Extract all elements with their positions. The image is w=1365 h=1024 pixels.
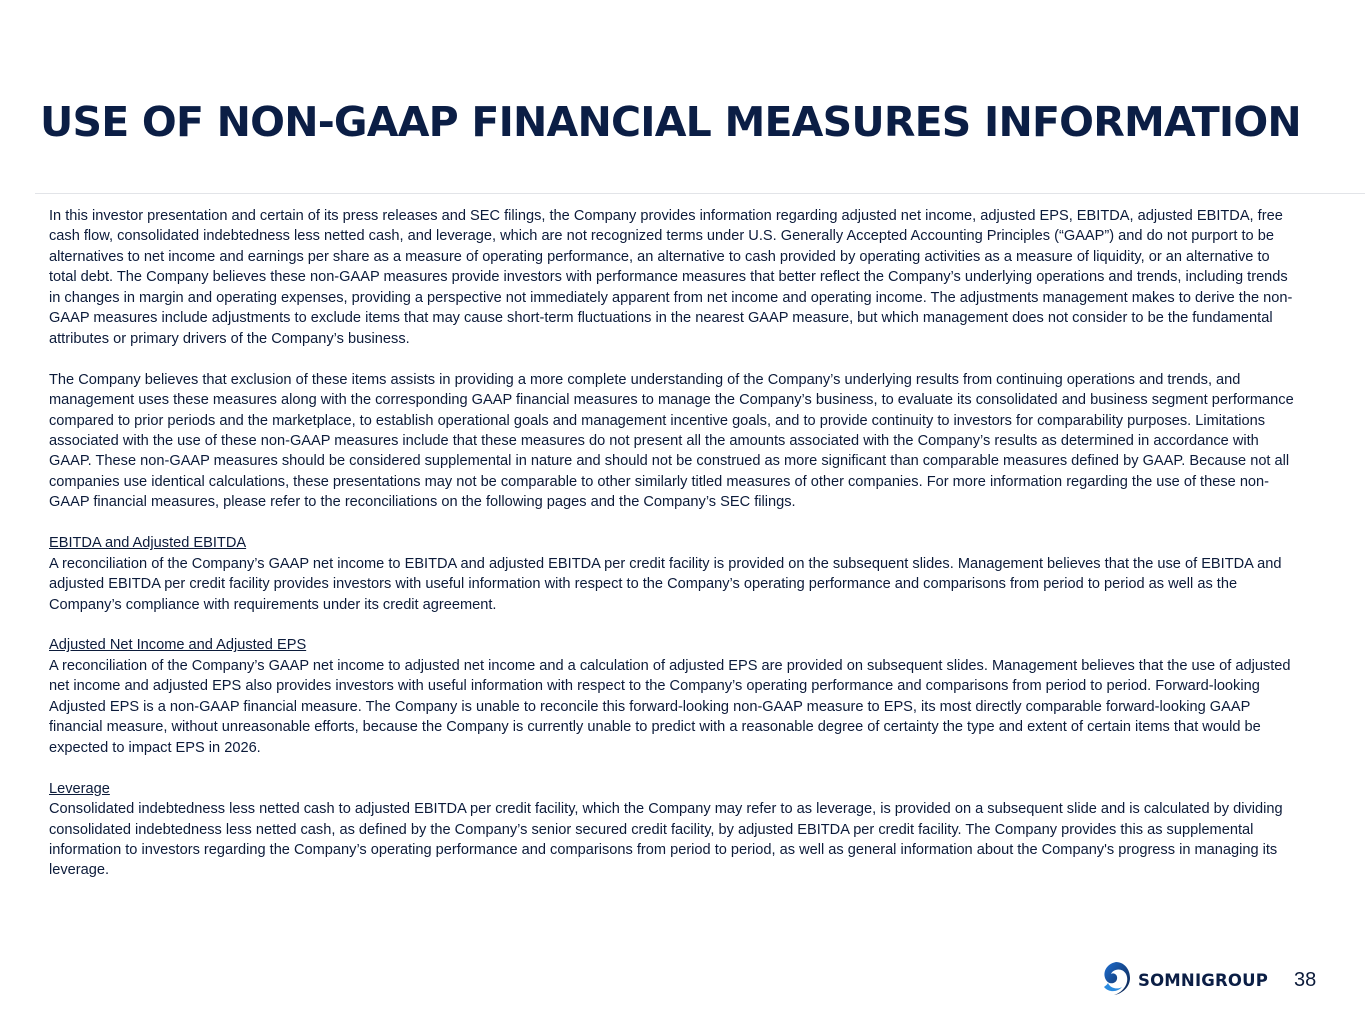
section-text-adjusted-net-income: A reconciliation of the Company’s GAAP net income to adjusted net income and a calculation of adjusted EPS are provided on subsequent slides. Management believes that the use of adjusted net income and adjusted EPS also provides investors with useful information with respect to the Company’s operating performance and comparisons from period to period. Forward-looking Adjusted EPS is a non-GAAP financial measure. The Company is unable to reconcile this forward-looking non-GAAP measure to EPS, its most directly comparable forward-looking GAAP financial measure, without unreasonable efforts, because the Company is currently unable to predict with a reasonable degree of certainty the type and extent of certain items that would be expected to impact EPS in 2026. (49, 657, 1291, 756)
body-content (49, 206, 1299, 901)
intro-paragraph: In this investor presentation and certain of its press releases and SEC filings, the Company provides information regarding adjusted net income, adjusted EPS, EBITDA, adjusted EBITDA, free cash flow, consolidated indebtedness less netted cash, and leverage, which are not recognized terms under U.S. Generally Accepted Accounting Principles (“GAAP”) and do not purport to be alternatives to net income and earnings per share as a measure of operating performance, an alternative to cash provided by operating activities as a measure of liquidity, or an alternative to total debt. The Company believes these non-GAAP measures provide investors with performance measures that better reflect the Company’s underlying operations and trends, including trends in changes in margin and operating expenses, providing a perspective not immediately apparent from net income and operating income. The adjustments management makes to derive the non-GAAP measures include adjustments to exclude items that may cause short-term fluctuations in the nearest GAAP measure, but which management does not consider to be the fundamental attributes or primary drivers of the Company’s business. (49, 208, 1293, 347)
section-text-leverage: Consolidated indebtedness less netted cash to adjusted EBITDA per credit facility, which the Company may refer to as leverage, is provided on a subsequent slide and is calculated by dividing consolidated indebtedness less netted cash, as defined by the Company’s senior secured credit facility, by adjusted EBITDA per credit facility. The Company provides this as supplemental information to investors regarding the Company’s operating performance and comparisons from period to period, as well as general information about the Company's progress in managing its leverage. (49, 801, 1283, 879)
page-number: 38 (1294, 969, 1317, 991)
section-leverage (49, 779, 1299, 881)
logo-wordmark: SOMNIGROUP (1138, 970, 1269, 990)
company-logo (1100, 961, 1268, 999)
section-text-ebitda: A reconciliation of the Company’s GAAP net income to EBITDA and adjusted EBITDA per credit facility is provided on the subsequent slides. Management believes that the use of EBITDA and adjusted EBITDA per credit facility provides investors with useful information with respect to the Company’s operating performance and comparisons from period to period as well as the Company’s compliance with requirements under its credit agreement. (49, 555, 1282, 613)
section-heading-leverage: Leverage (49, 780, 110, 797)
second-paragraph: The Company believes that exclusion of these items assists in providing a more complete understanding of the Company’s underlying results from continuing operations and trends, and management uses these measures along with the corresponding GAAP financial measures to manage the Company’s business, to evaluate its consolidated and business segment performance compared to prior periods and the marketplace, to establish operational goals and management incentive goals, and to provide continuity to investors for comparability purposes. Limitations associated with the use of these non-GAAP measures include that these measures do not present all the amounts associated with the Company’s results as determined in accordance with GAAP. These non-GAAP measures should be considered supplemental in nature and should not be construed as more significant than comparable measures defined by GAAP. Because not all companies use identical calculations, these presentations may not be comparable to other similarly titled measures of other companies. For more information regarding the use of these non-GAAP financial measures, please refer to the reconciliations on the following pages and the Company’s SEC filings. (49, 371, 1294, 511)
section-adjusted-net-income (49, 635, 1299, 758)
page-title: USE OF NON-GAAP FINANCIAL MEASURES INFORMATION (40, 98, 1301, 146)
title-divider (35, 193, 1365, 194)
section-ebitda (49, 533, 1299, 615)
section-heading-ebitda: EBITDA and Adjusted EBITDA (49, 535, 247, 552)
somnigroup-logo-icon (1100, 961, 1132, 999)
section-heading-adjusted-net-income: Adjusted Net Income and Adjusted EPS (49, 637, 307, 654)
